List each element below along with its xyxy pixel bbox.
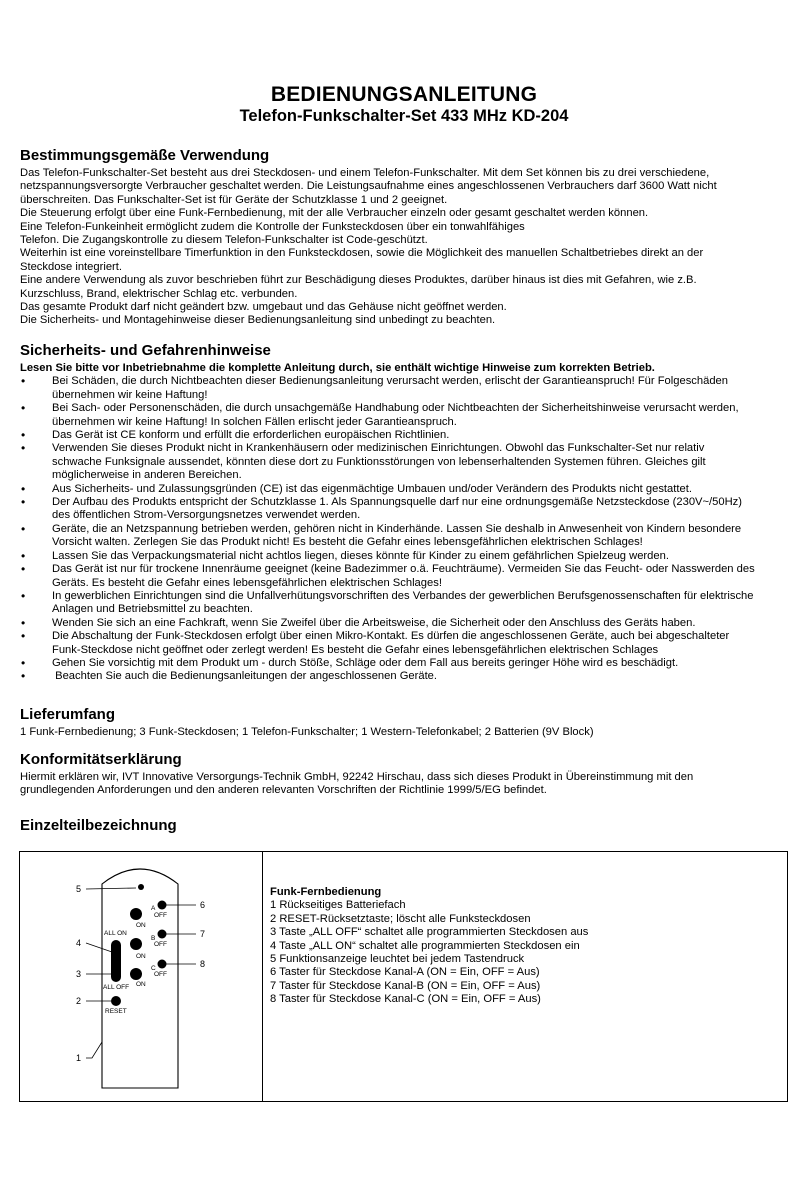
section-heading-parts: Einzelteilbezeichnung (20, 817, 177, 834)
list-item: • Gehen Sie vorsichtig mit dem Produkt um - durch Stöße, Schläge oder dem Fall aus bereits geringer Höhe wird es beschädigt. (20, 657, 790, 670)
text-line: Telefon. Die Zugangskontrolle zu diesem Telefon-Funkschalter ist Code-geschützt. (20, 234, 428, 247)
label-b: B (151, 935, 156, 942)
safety-bullet-list (20, 375, 790, 683)
button-a-off (158, 901, 167, 910)
label-c: C (151, 965, 156, 972)
section-delivery (20, 706, 790, 739)
legend-item: 6 Taster für Steckdose Kanal-A (ON = Ein, OFF = Aus) (270, 966, 540, 979)
callout-7: 7 (200, 929, 206, 939)
text-line: Die Steuerung erfolgt über eine Funk-Fernbedienung, mit der alle Verbraucher einzeln oder gesamt geschaltet werden können. (20, 207, 649, 220)
list-item: • Bei Schäden, die durch Nichtbeachten dieser Bedienungsanleitung verursacht werden, erlischt der Garantieanspruch! Für Folgeschäden übernehmen wir keine Haftung! (20, 375, 790, 402)
list-item: • Der Aufbau des Produkts entspricht der Schutzklasse 1. Als Spannungsquelle darf nur eine ordnungsgemäße Netzsteckdose (230V~/50Hz) des öffentlichen Strom-Versorgungsnetzes verwendet werden. (20, 496, 790, 523)
section-heading-delivery: Lieferumfang (20, 706, 116, 723)
callout-5: 5 (76, 884, 82, 894)
table-divider (262, 852, 263, 1101)
text-line: Weiterhin ist eine voreinstellbare Timerfunktion in den Funksteckdosen, sowie die Möglichkeit des manuellen Schaltbetriebes direkt an der (20, 247, 704, 260)
section-conformity (20, 751, 790, 798)
label-on-c: ON (136, 981, 146, 988)
text-line: netzspannungsversorgte Verbraucher geschaltet werden. Die Leistungsaufnahme eines angeschlossenen Verbrauchers darf 3600 Watt nicht (20, 180, 717, 193)
label-on-a: ON (136, 922, 146, 929)
list-item: • Beachten Sie auch die Bedienungsanleitungen der angeschlossenen Geräte. (20, 670, 790, 683)
text-line: überschreiten. Das Funkschalter-Set ist für Geräte der Schutzklasse 1 und 2 geeignet. (20, 193, 448, 206)
safety-intro: Lesen Sie bitte vor Inbetriebnahme die komplette Anleitung durch, sie enthält wichtige Hinweise zum korrekten Betrieb. (20, 362, 655, 374)
label-on-b: ON (136, 953, 146, 960)
list-item: • Das Gerät ist CE konform und erfüllt die erforderlichen europäischen Richtlinien. (20, 429, 790, 442)
section-heading-conformity: Konformitätserklärung (20, 751, 182, 768)
parts-legend (270, 886, 770, 1007)
text-line: Eine Telefon-Funkeinheit ermöglicht zudem die Kontrolle der Funksteckdosen über ein tonwahlfähiges (20, 220, 525, 233)
callout-4: 4 (76, 938, 82, 948)
text-line: Steckdose integriert. (20, 260, 122, 273)
legend-item: 5 Funktionsanzeige leuchtet bei jedem Tastendruck (270, 953, 525, 966)
section-safety (20, 342, 790, 684)
document-subtitle: Telefon-Funkschalter-Set 433 MHz KD-204 (239, 107, 569, 125)
button-c-on (130, 968, 142, 980)
section-heading-intended-use: Bestimmungsgemäße Verwendung (20, 147, 270, 164)
text-line: Die Sicherheits- und Montagehinweise dieser Bedienungsanleitung sind unbedingt zu beachten. (20, 314, 496, 327)
legend-item: 4 Taste „ALL ON“ schaltet alle programmierten Steckdosen ein (270, 939, 580, 952)
delivery-text: 1 Funk-Fernbedienung; 3 Funk-Steckdosen; 1 Telefon-Funkschalter; 1 Western-Telefonkabel; 2 Batterien (9V Block) (20, 726, 594, 738)
document-title: BEDIENUNGSANLEITUNG (270, 83, 538, 106)
legend-item: 3 Taste „ALL OFF“ schaltet alle programmierten Steckdosen aus (270, 926, 589, 939)
legend-item: 1 Rückseitiges Batteriefach (270, 899, 406, 912)
section-parts (20, 817, 790, 837)
indicator-led-icon (138, 884, 144, 890)
callout-8: 8 (200, 959, 206, 969)
text-line: Hiermit erklären wir, IVT Innovative Versorgungs-Technik GmbH, 92242 Hirschau, dass sich dieses Produkt in Übereinstimmung mit den (20, 771, 694, 783)
section-intended-use (20, 147, 790, 328)
label-all-on: ALL ON (104, 930, 127, 937)
reset-button (111, 996, 121, 1006)
parts-table (19, 851, 788, 1102)
text-line: Das gesamte Produkt darf nicht geändert bzw. umgebaut und das Gehäuse nicht geöffnet werden. (20, 301, 507, 314)
callout-6: 6 (200, 900, 206, 910)
legend-item: 8 Taster für Steckdose Kanal-C (ON = Ein, OFF = Aus) (270, 993, 541, 1006)
label-all-off: ALL OFF (103, 984, 130, 991)
label-reset: RESET (105, 1008, 127, 1015)
legend-title: Funk-Fernbedienung (270, 886, 382, 898)
text-line: grundlegenden Anforderungen und den anderen relevanten Vorschriften der Richtlinie 1999/5/EG befindet. (20, 784, 547, 797)
list-item: • Lassen Sie das Verpackungsmaterial nicht achtlos liegen, dieses könnte für Kinder zu einem gefährlichen Spielzeug werden. (20, 550, 790, 563)
list-item: • Das Gerät ist nur für trockene Innenräume geeignet (keine Badezimmer o.ä. Feuchträume). Vermeiden Sie das Feucht- oder Nasswerden des Geräts. Es besteht die Gefahr eines lebensgefährlichen elektrischen Schlages! (20, 563, 790, 590)
list-item: • Aus Sicherheits- und Zulassungsgründen (CE) ist das eigenmächtige Umbauen und/oder Verändern des Produkts nicht gestattet. (20, 483, 790, 496)
legend-item: 2 RESET-Rücksetztaste; löscht alle Funksteckdosen (270, 912, 531, 925)
legend-item: 7 Taster für Steckdose Kanal-B (ON = Ein, OFF = Aus) (270, 979, 541, 992)
list-item: • Wenden Sie sich an eine Fachkraft, wenn Sie Zweifel über die Arbeitsweise, die Sicherheit oder den Anschluss des Geräts haben. (20, 617, 790, 630)
remote-control-diagram (20, 852, 262, 1101)
callout-1: 1 (76, 1053, 82, 1063)
callout-2: 2 (76, 996, 82, 1006)
text-line: Das Telefon-Funkschalter-Set besteht aus drei Steckdosen- und einem Telefon-Funkschalter. Mit dem Set können bis zu drei verschiedene, (20, 167, 710, 179)
callout-3: 3 (76, 969, 82, 979)
button-a-on (130, 908, 142, 920)
section-heading-safety: Sicherheits- und Gefahrenhinweise (20, 342, 271, 359)
label-off-c: OFF (154, 971, 167, 978)
label-off-b: OFF (154, 941, 167, 948)
label-a: A (151, 905, 156, 912)
text-line: Kurzschluss, Brand, elektrischer Schlag etc. verbunden. (20, 287, 298, 300)
list-item: • Verwenden Sie dieses Produkt nicht in Krankenhäusern oder medizinischen Einrichtungen. Obwohl das Funkschalter-Set nur relativ schwache Funksignale aussendet, könnten diese dort zu Funktionsstörungen von lebenserhaltenden Systemen führen. Gleiches gilt möglicherweise in anderen Bereichen. (20, 442, 790, 482)
button-c-off (158, 960, 167, 969)
list-item: • In gewerblichen Einrichtungen sind die Unfallverhütungsvorschriften des Verbandes der gewerblichen Berufsgenossenschaften für elektrische Anlagen und Betriebsmittel zu beachten. (20, 590, 790, 617)
text-line: Eine andere Verwendung als zuvor beschrieben führt zur Beschädigung dieses Produktes, darüber hinaus ist dies mit Gefahren, wie z.B. (20, 274, 697, 287)
list-item: • Die Abschaltung der Funk-Steckdosen erfolgt über einen Mikro-Kontakt. Es dürfen die angeschlossenen Geräte, auch bei abgeschalteter Funk-Steckdose nicht geöffnet oder zerlegt werden! Es besteht die Gefahr eines lebensgefährlichen elektrischen Schlages (20, 630, 790, 657)
list-item: • Bei Sach- oder Personenschäden, die durch unsachgemäße Handhabung oder Nichtbeachten der Sicherheitshinweise verursacht werden, übernehmen wir keine Haftung! In solchen Fällen erlischt jeder Garantieanspruch. (20, 402, 790, 429)
list-item: • Geräte, die an Netzspannung betrieben werden, gehören nicht in Kinderhände. Lassen Sie deshalb in Anwesenheit von Kindern besondere Vorsicht walten. Zerlegen Sie das Produkt nicht! Es besteht die Gefahr eines lebensgefährlichen elektrischen Schlages! (20, 523, 790, 550)
label-off-a: OFF (154, 912, 167, 919)
button-b-on (130, 938, 142, 950)
all-on-off-rocker (111, 940, 121, 982)
button-b-off (158, 930, 167, 939)
